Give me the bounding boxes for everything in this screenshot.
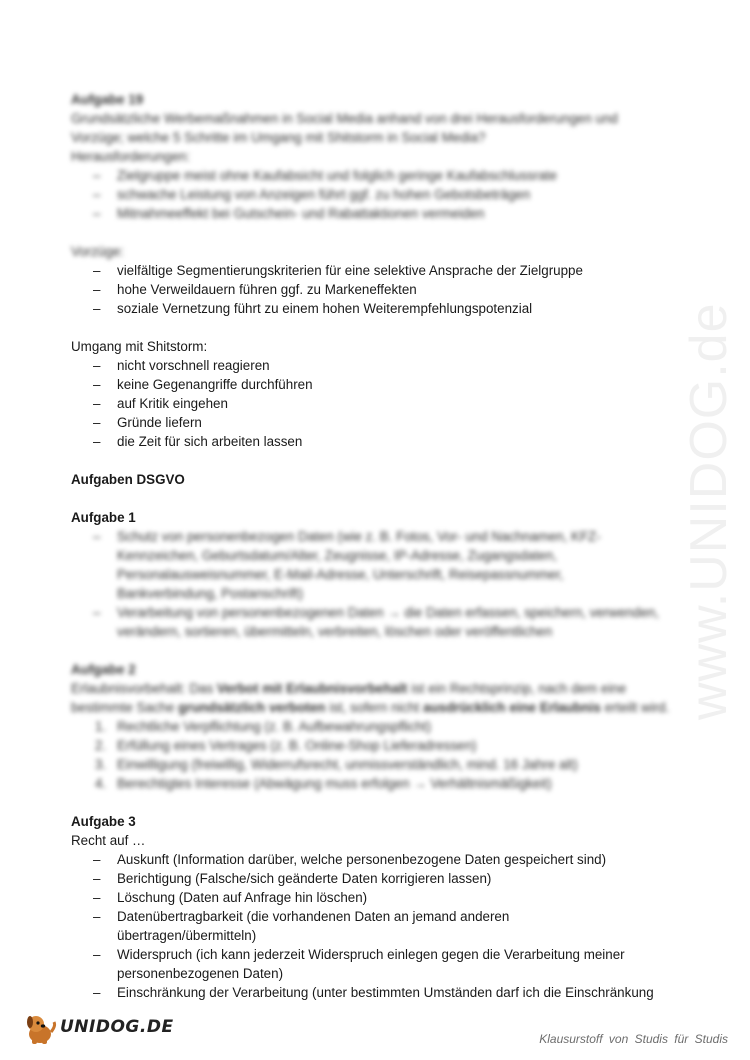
unidog-logo[interactable] — [22, 1012, 174, 1048]
shitstorm-list — [71, 356, 681, 451]
list-number: 2. — [95, 738, 107, 753]
footer-tagline: Klausurstoff von Studis für Studis — [539, 1032, 728, 1046]
list-item-line: Widerspruch (ich kann jederzeit Widerspruch einlegen gegen die Verarbeitung meiner — [117, 947, 625, 962]
list-item: – Einschränkung der Verarbeitung (unter bestimmten Umständen darf ich die Einschränkung — [71, 983, 681, 1002]
dsgvo-aufgabe-1-heading: Aufgabe 1 — [71, 510, 136, 525]
paragraph-text: ist, sofern nicht — [325, 700, 423, 715]
page-content — [71, 90, 681, 1021]
section-dsgvo — [71, 470, 681, 489]
list-item — [71, 755, 681, 774]
logo-wordmark: UNIDOG.DE — [60, 1017, 174, 1037]
list-item — [71, 907, 681, 945]
list-item-line: Datenübertragbarkeit (die vorhandenen Daten an jemand anderen — [117, 909, 510, 924]
shitstorm-label: Umgang mit Shitstorm: — [71, 339, 208, 354]
list-item: – nicht vorschnell reagieren — [71, 356, 681, 375]
list-item: – Auskunft (Information darüber, welche personenbezogene Daten gespeichert sind) — [71, 850, 681, 869]
dsgvo-heading: Aufgaben DSGVO — [71, 472, 185, 487]
advantages-label: Vorzüge: — [71, 244, 124, 259]
paragraph-text: Erlaubnisvorbehalt: Das — [71, 681, 217, 696]
list-item: – Zielgruppe meist ohne Kaufabsicht und folglich geringe Kaufabschlussrate — [71, 166, 681, 185]
list-item: – keine Gegenangriffe durchführen — [71, 375, 681, 394]
list-item-text: Einwilligung (freiwillig, Widerrufsrecht, unmissverständlich, mind. 16 Jahre alt) — [117, 757, 578, 772]
legal-basis-list — [71, 717, 681, 793]
section-dsgvo-aufgabe-1 — [71, 508, 681, 641]
aufgabe-19-question-line: Grundsätzliche Werbemaßnahmen in Social Media anhand von drei Herausforderungen und — [71, 111, 618, 126]
dog-mascot-icon — [22, 1012, 58, 1046]
advantages-list — [71, 261, 681, 318]
list-item-text: Erfüllung eines Vertrages (z. B. Online-Shop Lieferadressen) — [117, 738, 477, 753]
list-item-text: Berechtigtes Interesse (Abwägung muss erfolgen → Verhältnismäßigkeit) — [117, 776, 552, 791]
list-item — [71, 717, 681, 736]
section-aufgabe-19 — [71, 90, 681, 451]
aufgabe-19-heading: Aufgabe 19 — [71, 92, 144, 107]
list-item-line: übertragen/übermitteln) — [117, 928, 257, 943]
paragraph-text: bestimmte Sache — [71, 700, 179, 715]
list-item — [71, 945, 681, 983]
list-item-line: Verarbeitung von personenbezogenen Daten → die Daten erfassen, speichern, verwenden, — [117, 605, 659, 620]
list-item: – schwache Leistung von Anzeigen führt ggf. zu hohen Gebotsbeträgen — [71, 185, 681, 204]
list-item: – soziale Vernetzung führt zu einem hohen Weiterempfehlungspotenzial — [71, 299, 681, 318]
rights-intro: Recht auf … — [71, 833, 146, 848]
list-item-line: personenbezogenen Daten) — [117, 966, 284, 981]
list-item: – Mitnahmeeffekt bei Gutschein- und Rabattaktionen vermeiden — [71, 204, 681, 223]
rights-list — [71, 850, 681, 1002]
erlaubnisvorbehalt-paragraph — [71, 679, 681, 717]
list-item-line: Bankverbindung, Postanschrift) — [117, 586, 304, 601]
list-item — [71, 603, 681, 641]
list-item: – Löschung (Daten auf Anfrage hin löschen) — [71, 888, 681, 907]
list-item — [71, 736, 681, 755]
section-dsgvo-aufgabe-2 — [71, 660, 681, 793]
list-item: – vielfältige Segmentierungskriterien für eine selektive Ansprache der Zielgruppe — [71, 261, 681, 280]
paragraph-text: erteilt wird. — [600, 700, 670, 715]
aufgabe-19-question-line: Vorzüge; welche 5 Schritte im Umgang mit Shitstorm in Social Media? — [71, 130, 486, 145]
list-item-line: verändern, sortieren, übermitteln, verbreiten, löschen oder veröffentlichen — [117, 624, 553, 639]
dsgvo-aufgabe-1-list — [71, 527, 681, 641]
list-item-line: Schutz von personenbezogen Daten (wie z. B. Fotos, Vor- und Nachnamen, KFZ- — [117, 529, 601, 544]
paragraph-text: ist ein Rechtsprinzip, nach dem eine — [407, 681, 627, 696]
list-item: – hohe Verweildauern führen ggf. zu Markeneffekten — [71, 280, 681, 299]
bold-term: grundsätzlich verboten — [178, 700, 326, 715]
challenges-list — [71, 166, 681, 223]
section-dsgvo-aufgabe-3 — [71, 812, 681, 1002]
list-item: – auf Kritik eingehen — [71, 394, 681, 413]
list-number: 4. — [95, 776, 107, 791]
aufgabe-19-blurred-intro — [71, 90, 681, 223]
list-item-line: Personalausweisnummer, E-Mail-Adresse, Unterschrift, Reisepassnummer, — [117, 567, 564, 582]
list-item: – die Zeit für sich arbeiten lassen — [71, 432, 681, 451]
bold-term: Verbot mit Erlaubnisvorbehalt — [216, 681, 408, 696]
dsgvo-aufgabe-2-heading: Aufgabe 2 — [71, 662, 136, 677]
list-item: – Gründe liefern — [71, 413, 681, 432]
list-item-line: Kennzeichen, Geburtsdatum/Alter, Zeugnisse, IP-Adresse, Zugangsdaten, — [117, 548, 557, 563]
list-item — [71, 527, 681, 603]
list-item — [71, 774, 681, 793]
list-item-text: Rechtliche Verpflichtung (z. B. Aufbewahrungspflicht) — [117, 719, 432, 734]
watermark: www.UNIDOG.de — [680, 302, 738, 720]
dsgvo-aufgabe-3-heading: Aufgabe 3 — [71, 814, 136, 829]
list-number: 3. — [95, 757, 107, 772]
list-number: 1. — [95, 719, 107, 734]
bold-term: ausdrücklich eine Erlaubnis — [423, 700, 601, 715]
challenges-label: Herausforderungen: — [71, 149, 191, 164]
list-item: – Berichtigung (Falsche/sich geänderte Daten korrigieren lassen) — [71, 869, 681, 888]
